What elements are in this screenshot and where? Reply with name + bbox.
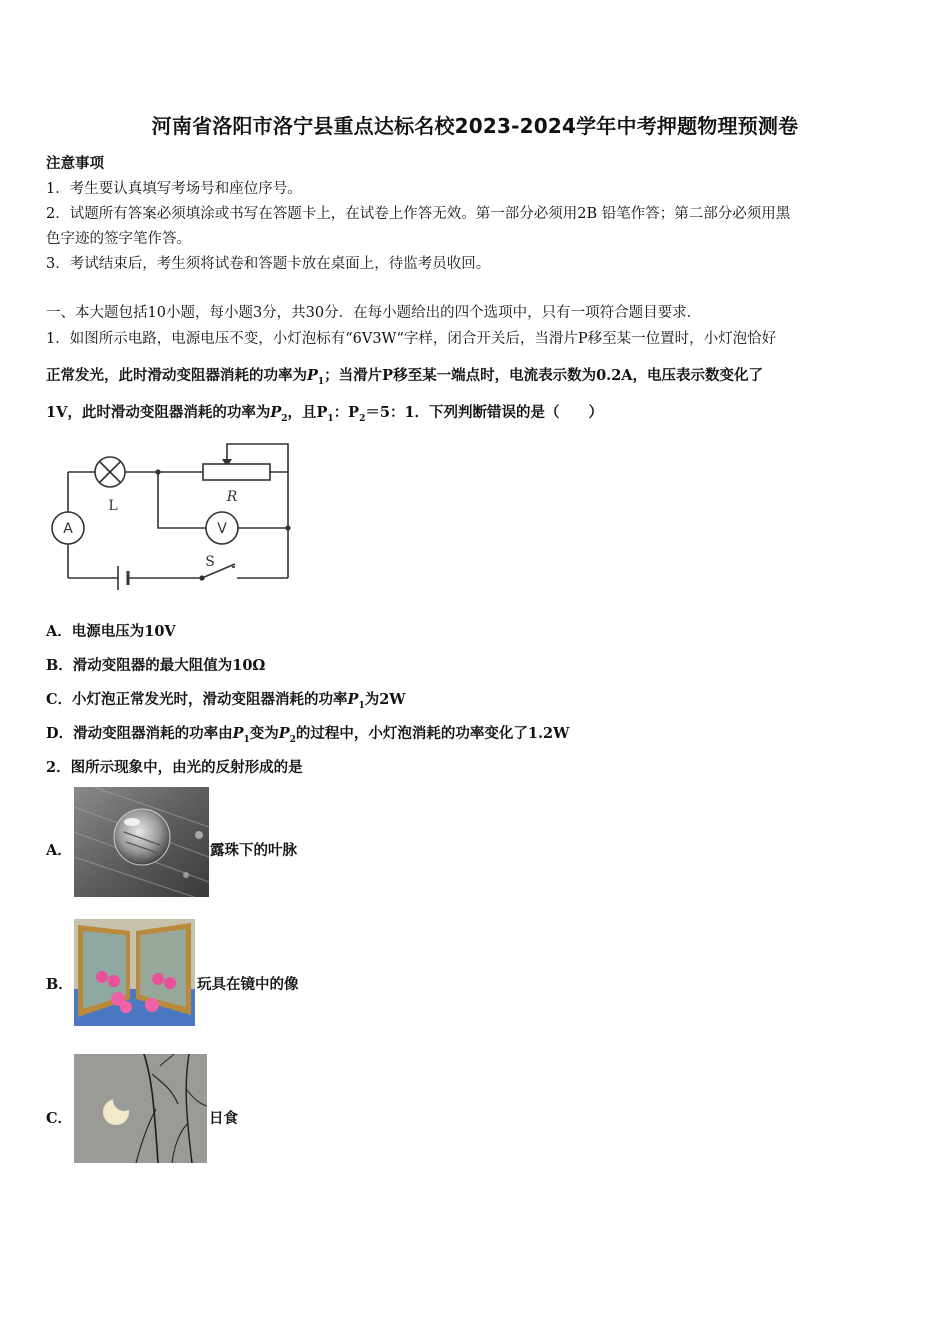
notice-item: 1．考生要认真填写考场号和座位序号。	[46, 181, 302, 197]
q2-option-b-label: B．	[46, 976, 73, 993]
junction-dot	[285, 525, 290, 530]
p-symbol: P	[270, 404, 282, 421]
q1-text: ；当滑片P移至某一端点时，电流表示数为0.2A，电压表示数变化了	[324, 367, 764, 384]
q1-option-a: A．电源电压为10V	[46, 623, 176, 640]
rheostat-label: R	[226, 489, 238, 505]
q1-option-c	[46, 688, 406, 711]
subscript: 1	[358, 700, 365, 711]
option-text: D．滑动变阻器消耗的功率由	[46, 725, 233, 742]
q2-option-c-label: C．	[46, 1110, 73, 1127]
notice-item: 2．试题所有答案必须填涂或书写在答题卡上，在试卷上作答无效。第一部分必须用2B 铅笔作答；第二部分必须用黑	[46, 206, 791, 222]
eclipse-photo	[74, 1054, 207, 1163]
option-text: C．小灯泡正常发光时，滑动变阻器消耗的功率	[46, 691, 348, 708]
q1-option-d	[46, 722, 569, 745]
rheostat-body	[203, 464, 270, 480]
notice-item: 色字迹的签字笔作答。	[46, 231, 191, 247]
circuit-diagram	[40, 440, 310, 595]
q1-text: 正常发光，此时滑动变阻器消耗的功率为	[46, 367, 307, 384]
q2-stem: 2．图所示现象中，由光的反射形成的是	[46, 759, 303, 776]
q2-option-a-label: A．	[46, 842, 72, 859]
q1-stem-line1: 1．如图所示电路，电源电压不变，小灯泡标有“6V3W“字样，闭合开关后，当滑片P移至某一位置时，小灯泡恰好	[46, 331, 777, 347]
voltmeter-label: V	[217, 521, 227, 537]
option-text: 变为	[249, 725, 279, 742]
subscript: 2	[281, 413, 288, 424]
q2-option-a-caption: 露珠下的叶脉	[210, 842, 297, 859]
subscript: 1	[327, 413, 334, 424]
option-text: 为2W	[364, 691, 406, 708]
p-symbol: P	[232, 725, 244, 742]
q1-option-b: B．滑动变阻器的最大阻值为10Ω	[46, 657, 266, 674]
notice-heading: 注意事项	[46, 155, 104, 172]
mirror-toys-photo	[74, 919, 195, 1026]
dewdrop-photo	[74, 787, 209, 897]
p-symbol: P	[347, 691, 359, 708]
subscript: 1	[243, 734, 250, 745]
subscript: 1	[317, 376, 325, 387]
page-title: 河南省洛阳市洛宁县重点达标名校2023-2024学年中考押题物理预测卷	[151, 114, 799, 138]
subscript: 2	[289, 734, 296, 745]
q2-option-b-caption: 玩具在镜中的像	[197, 976, 299, 993]
notice-item: 3．考试结束后，考生须将试卷和答题卡放在桌面上，待监考员收回。	[46, 256, 491, 272]
switch-label: S	[205, 554, 215, 570]
wire	[158, 472, 206, 528]
section-heading: 一、本大题包括10小题，每小题3分，共30分．在每小题给出的四个选项中，只有一项符合题目要求．	[46, 305, 702, 321]
p-symbol: P	[307, 367, 318, 384]
q1-text: ＝5：1．下列判断错误的是（ ）	[365, 404, 604, 421]
q2-option-c-caption: 日食	[209, 1110, 238, 1127]
ammeter-label: A	[63, 521, 73, 537]
q1-stem-line2	[46, 364, 763, 387]
q1-text: ：P	[333, 404, 360, 421]
q1-text: ，且P	[287, 404, 328, 421]
lamp-label: L	[108, 498, 118, 514]
q1-stem-line3	[46, 401, 603, 424]
option-text: 的过程中，小灯泡消耗的功率变化了1.2W	[295, 725, 570, 742]
junction-dot	[155, 469, 160, 474]
wire	[270, 472, 288, 578]
q1-text: 1V，此时滑动变阻器消耗的功率为	[46, 404, 271, 421]
p-symbol: P	[278, 725, 290, 742]
subscript: 2	[359, 413, 366, 424]
